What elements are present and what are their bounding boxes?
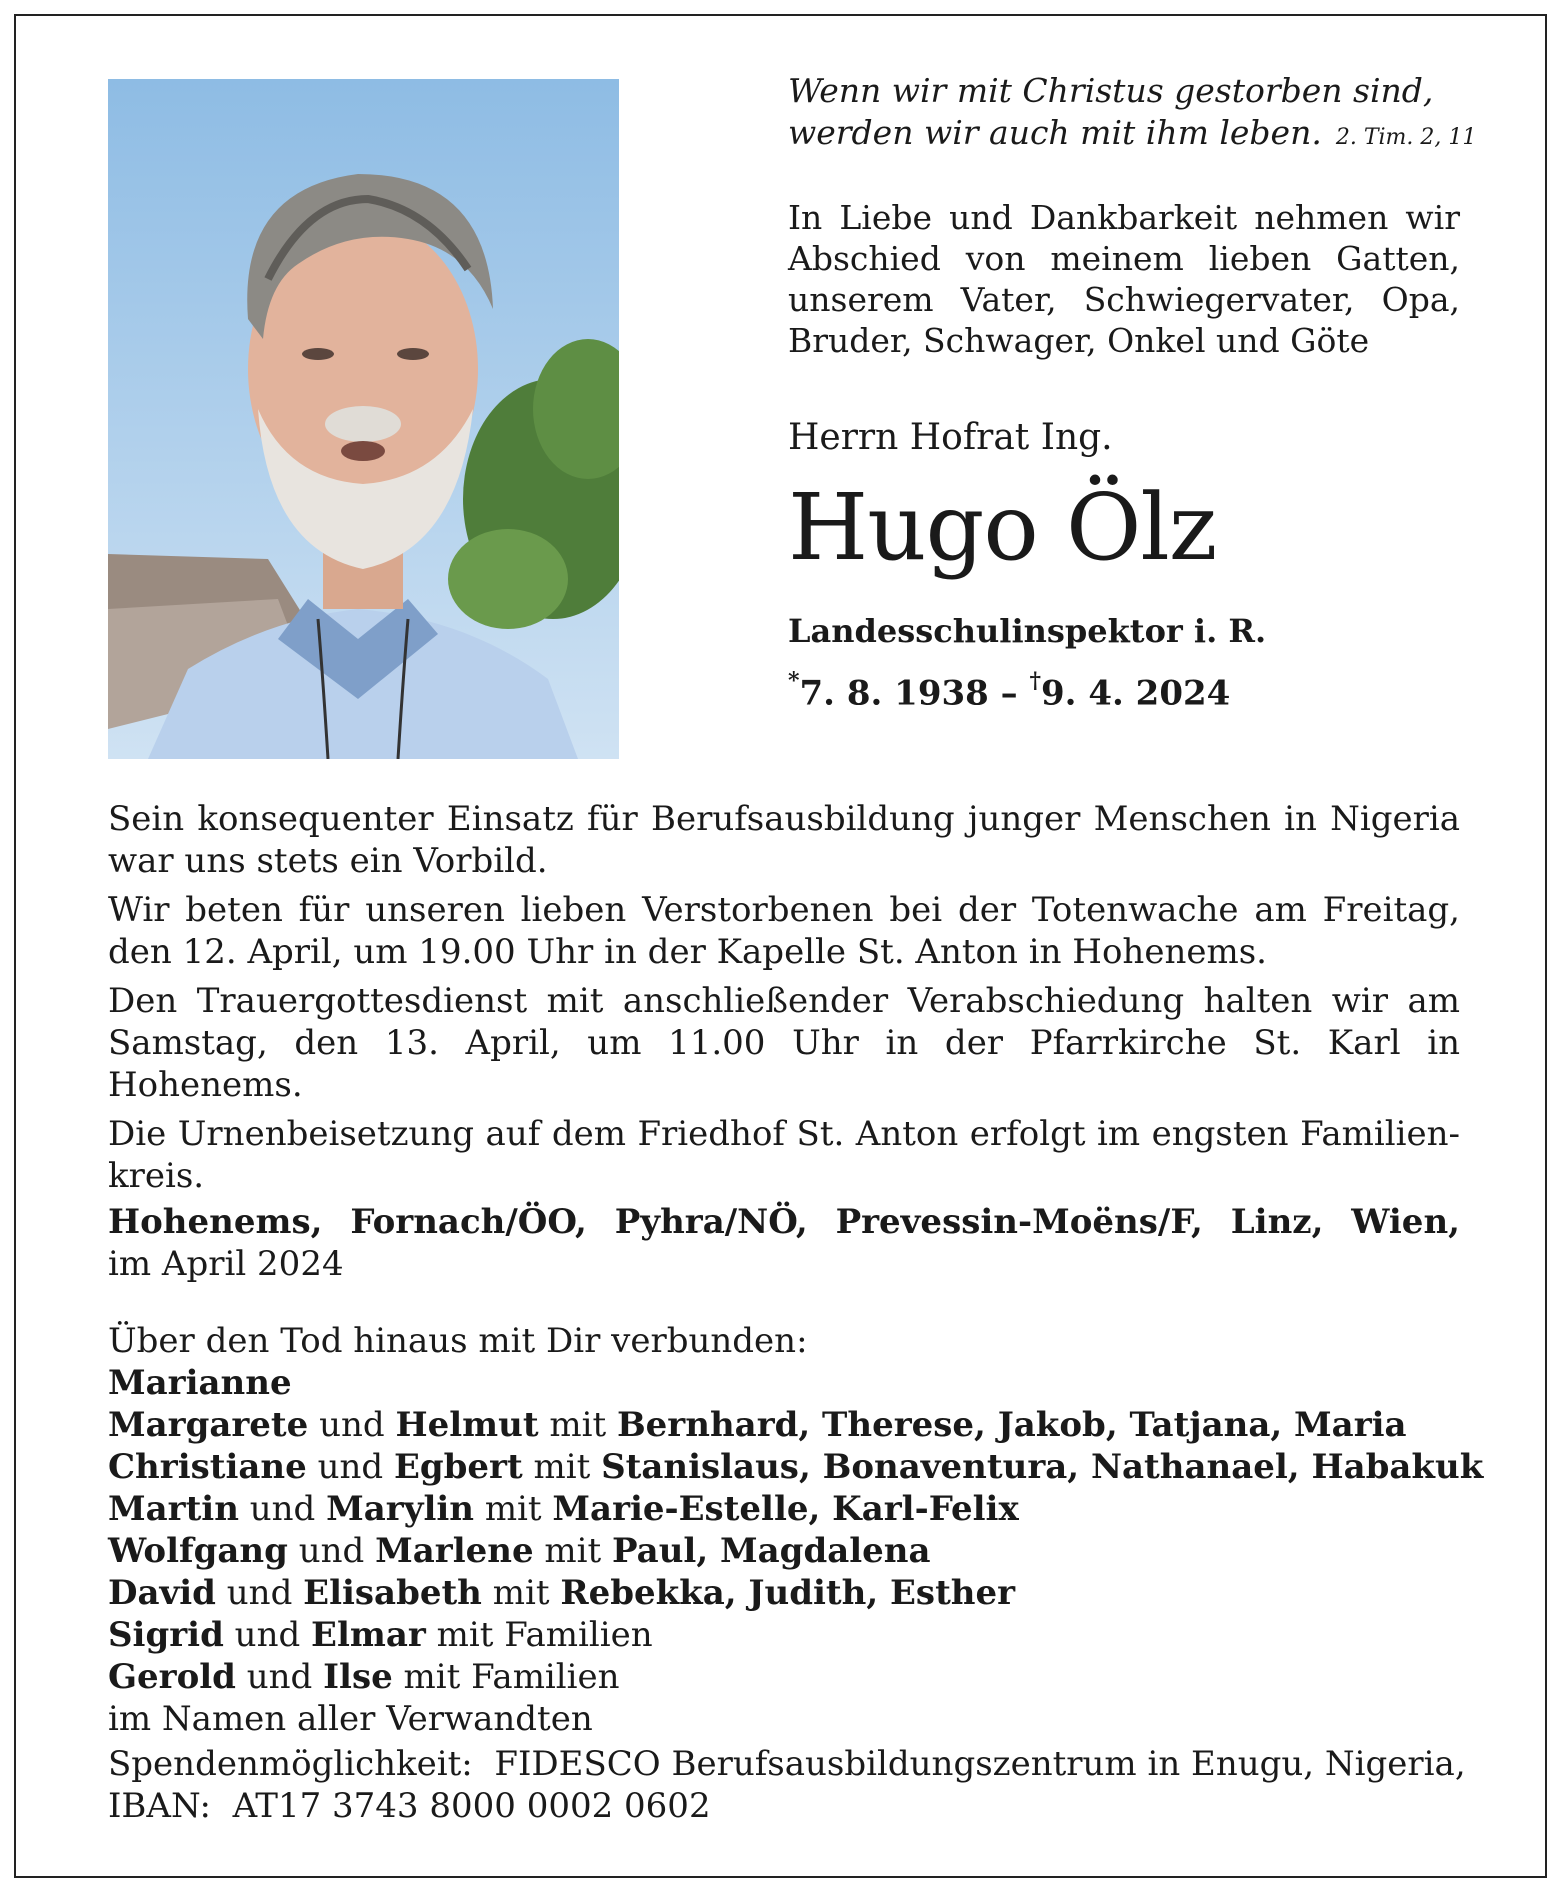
family-list [108, 1320, 1484, 1740]
paragraph: Sein konsequenter Einsatz für Berufsausbildung junger Menschen in Nigeria war uns stets ein Vorbild. [108, 799, 1460, 881]
family-heading: Über den Tod hinaus mit Dir verbunden: [108, 1321, 808, 1361]
donation-label: Spendenmöglichkeit: [108, 1744, 473, 1784]
verse-line-1: Wenn wir mit Christus gestorben sind, [788, 71, 1434, 110]
deceased-name: Hugo Ölz [788, 474, 1217, 581]
widow-name: Marianne [108, 1363, 292, 1403]
deceased-title: Landesschulinspektor i. R. [788, 612, 1267, 650]
family-row: Wolfgang und Marlene mit Paul, Magdalena [108, 1531, 931, 1571]
birth-symbol: * [788, 668, 800, 694]
date-dash: – [1000, 673, 1018, 714]
place-date: im April 2024 [108, 1244, 344, 1284]
family-row: Christiane und Egbert mit Stanislaus, Bonaventura, Nathanael, Habakuk [108, 1447, 1484, 1487]
announcement-body [108, 798, 1460, 1204]
paragraph: Den Trauergottesdienst mit anschließender Verabschiedung halten wir am Samstag, den 13. April, um 11.00 Uhr in der Pfarrkirche St. Karl in Hohenems. [108, 981, 1460, 1105]
bible-verse [788, 70, 1477, 159]
death-symbol: † [1029, 668, 1042, 694]
verse-line-2: werden wir auch mit ihm leben. [788, 113, 1322, 152]
places-list: Hohenems, Fornach/ÖO, Pyhra/NÖ, Prevessin-Moëns/F, Linz, Wien, [108, 1202, 1460, 1242]
paragraph: Die Urnenbeisetzung auf dem Friedhof St. Anton erfolgt im engsten Familien-kreis. [108, 1114, 1460, 1196]
family-closing: im Namen aller Verwandten [108, 1699, 593, 1739]
birth-date: 7. 8. 1938 [799, 673, 989, 714]
iban-label: IBAN: [108, 1786, 211, 1826]
iban-number: AT17 3743 8000 0002 0602 [232, 1786, 711, 1826]
donation-recipient: FIDESCO Berufsausbildungszentrum in Enugu, Nigeria, [494, 1744, 1466, 1784]
header-text [788, 70, 1477, 714]
honorific: Herrn Hofrat Ing. [788, 417, 1113, 458]
places-block [108, 1201, 1460, 1285]
paragraph: Wir beten für unseren lieben Verstorbenen bei der Totenwache am Freitag, den 12. April, um 19.00 Uhr in der Kapelle St. Anton in Hohenems. [108, 890, 1460, 972]
family-row: Sigrid und Elmar mit Familien [108, 1615, 653, 1655]
family-row: Gerold und Ilse mit Familien [108, 1657, 620, 1697]
family-row: David und Elisabeth mit Rebekka, Judith, Esther [108, 1573, 1016, 1613]
death-date: 9. 4. 2024 [1041, 673, 1231, 714]
family-row: Martin und Marylin mit Marie-Estelle, Karl-Felix [108, 1489, 1019, 1529]
family-row: Margarete und Helmut mit Bernhard, Therese, Jakob, Tatjana, Maria [108, 1405, 1407, 1445]
donation-info [108, 1743, 1466, 1827]
verse-reference: 2. Tim. 2, 11 [1335, 125, 1477, 150]
life-dates [788, 668, 1460, 714]
portrait-photo [108, 79, 619, 759]
intro-text: In Liebe und Dankbarkeit nehmen wir Abschied von meinem lieben Gatten, unserem Vater, Schwiegervater, Opa, Bruder, Schwager, Onkel und Göte [788, 198, 1460, 360]
